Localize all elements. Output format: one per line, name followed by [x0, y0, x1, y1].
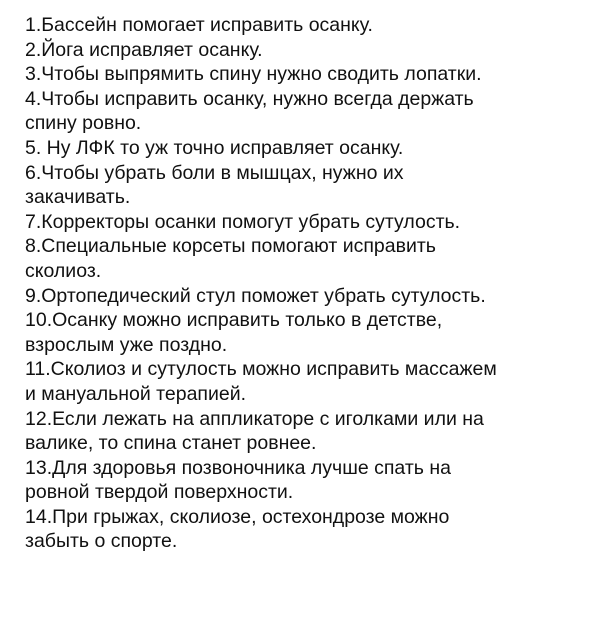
list-item-10-line-1: 10.Осанку можно исправить только в детстве, [25, 309, 443, 332]
list-item-1 [25, 13, 585, 38]
list-item-8 [25, 234, 585, 283]
myth-list [25, 13, 585, 554]
list-item-6-line-2: закачивать. [25, 186, 131, 209]
list-item-8-line-1: 8.Специальные корсеты помогают исправить [25, 235, 436, 258]
list-item-9-line-1: 9.Ортопедический стул поможет убрать сутулость. [25, 284, 486, 307]
list-item-4-line-1: 4.Чтобы исправить осанку, нужно всегда держать [25, 87, 474, 110]
list-item-4 [25, 87, 585, 136]
list-item-2-line-1: 2.Йога исправляет осанку. [25, 38, 263, 61]
list-item-5 [25, 136, 585, 161]
list-item-13-line-1: 13.Для здоровья позвоночника лучше спать на [25, 456, 451, 479]
list-item-7 [25, 210, 585, 235]
list-item-3-line-1: 3.Чтобы выпрямить спину нужно сводить лопатки. [25, 63, 482, 86]
list-item-11 [25, 357, 585, 406]
list-item-12-line-2: валике, то спина станет ровнее. [25, 432, 317, 455]
list-item-6 [25, 161, 585, 210]
list-item-4-line-2: спину ровно. [25, 112, 142, 135]
list-item-13 [25, 456, 585, 505]
list-item-8-line-2: сколиоз. [25, 259, 102, 282]
list-item-12-line-1: 12.Если лежать на аппликаторе с иголками или на [25, 407, 484, 430]
list-item-2 [25, 38, 585, 63]
list-item-6-line-1: 6.Чтобы убрать боли в мышцах, нужно их [25, 161, 404, 184]
list-item-10 [25, 308, 585, 357]
list-item-11-line-1: 11.Сколиоз и сутулость можно исправить массажем [25, 358, 497, 381]
list-item-7-line-1: 7.Корректоры осанки помогут убрать сутулость. [25, 210, 461, 233]
list-item-13-line-2: ровной твердой поверхности. [25, 481, 294, 504]
list-item-12 [25, 407, 585, 456]
list-item-11-line-2: и мануальной терапией. [25, 382, 247, 405]
list-item-3 [25, 62, 585, 87]
list-item-5-line-1: 5. Ну ЛФК то уж точно исправляет осанку. [25, 136, 404, 159]
list-item-10-line-2: взрослым уже поздно. [25, 333, 228, 356]
list-item-14-line-1: 14.При грыжах, сколиозе, остехондрозе можно [25, 505, 450, 528]
list-item-14 [25, 505, 585, 554]
list-item-14-line-2: забыть о спорте. [25, 530, 178, 553]
list-item-1-line-1: 1.Бассейн помогает исправить осанку. [25, 14, 373, 36]
list-item-9 [25, 284, 585, 309]
